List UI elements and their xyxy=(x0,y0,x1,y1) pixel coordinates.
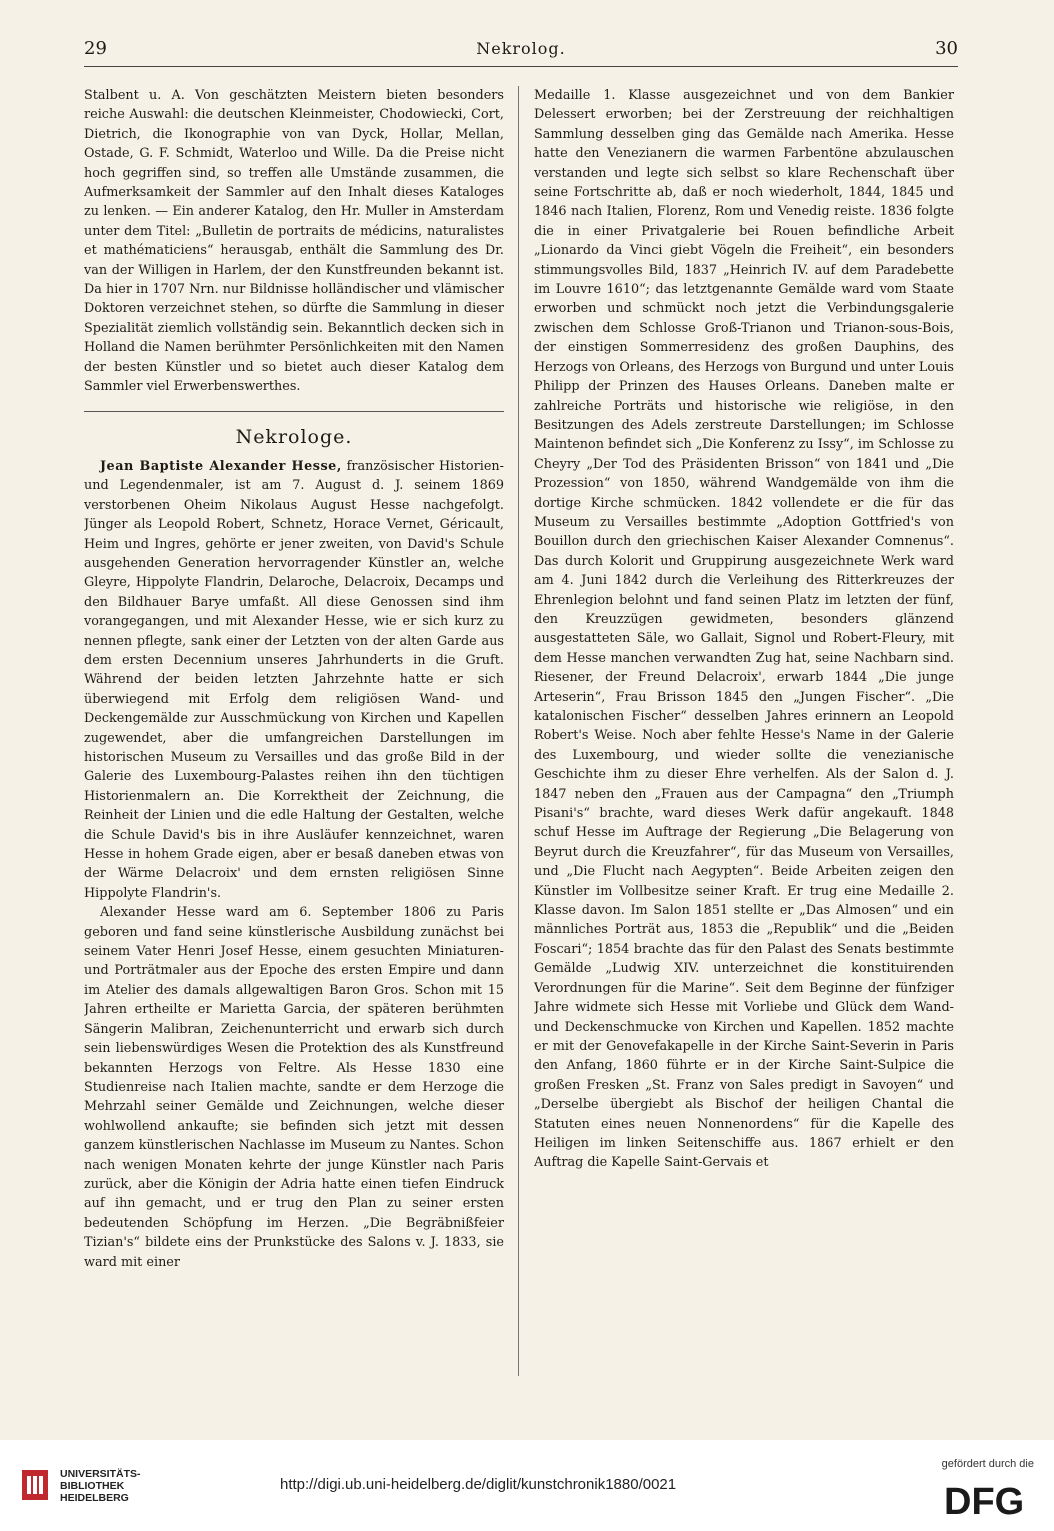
university-library-logo-icon xyxy=(20,1468,50,1502)
library-name: UNIVERSITÄTS- BIBLIOTHEK HEIDELBERG xyxy=(60,1468,141,1504)
page-number-left: 29 xyxy=(84,37,107,59)
column-divider xyxy=(518,86,519,1376)
footer-bar xyxy=(0,1440,1054,1531)
funded-by-label: gefördert durch die xyxy=(941,1458,1034,1470)
catalog-paragraph: Stalbent u. A. Von geschätzten Meistern bieten besonders reiche Auswahl: die deutschen Kleinmeister, Chodowiecki, Cort, Dietrich, die Ikonographie von van Dyck, Hollar, Mellan, Ostade, G. F. Schmidt, Waterloo und Wille. Da die Preise nicht hoch gegriffen sind, so treffen alle Umstände zusammen, die Aufmerksamkeit der Sammler auf den Inhalt dieses Kataloges zu lenken. — Ein anderer Katalog, den Hr. Muller in Amsterdam unter dem Titel: „Bulletin de portraits de médicins, naturalistes et mathématiciens“ herausgab, enthält die Sammlung des Dr. van der Willigen in Harlem, der den Kunstfreunden bekannt ist. Da hier in 1707 Nrn. nur Bildnisse holländischer und vlämischer Doktoren verzeichnet stehen, so dürfte die Sammlung in dieser Spezialität ziemlich vollständig sein. Bekanntlich decken sich in Holland die Namen berühmter Persönlichkeiten mit den Namen der besten Künstler und so bietet auch dieser Katalog dem Sammler viel Erwerbenswerthes. xyxy=(84,88,504,395)
svg-text:DFG: DFG xyxy=(944,1481,1025,1518)
section-title: Nekrologe. xyxy=(235,425,353,448)
source-url[interactable]: http://digi.ub.uni-heidelberg.de/diglit/kunstchronik1880/0021 xyxy=(280,1476,677,1493)
obituary-paragraph-2: Alexander Hesse ward am 6. September 1806 zu Paris geboren und fand seine künstlerische Ausbildung zunächst bei seinem Vater Henri Josef Hesse, einem gesuchten Miniaturen- und Porträtmaler aus der Epoche des ersten Empire und dann im Atelier des damals allgewaltigen Baron Gros. Schon mit 15 Jahren ertheilte er Marietta Garcia, der späteren berühmten Sängerin Malibran, Zeichenunterricht und erwarb sich durch sein liebenswürdiges Wesen die Protektion des als Kunstfreund bekannten Herzogs von Feltre. Als Hesse 1830 eine Studienreise nach Italien machte, sandte er dem Herzoge die Mehrzahl seiner Gemälde und Zeichnungen, welche dieser wohlwollend ankaufte; sie befinden sich jetzt mit dessen ganzem künstlerischen Nachlasse im Museum zu Nantes. Schon nach wenigen Monaten kehrte der junge Künstler nach Paris zurück, aber die Königin der Adria hatte einen tiefen Eindruck auf ihn gemacht, und er trug den Plan zu seiner ersten bedeutenden Schöpfung im Herzen. „Die Begräbnißfeier Tizian's“ bildete eins der Prunkstücke des Salons v. J. 1833, sie ward mit einer xyxy=(84,905,504,1270)
obituary-continuation: Medaille 1. Klasse ausgezeichnet und von dem Bankier Delessert erworben; bei der Zerstreuung der reichhaltigen Sammlung desselben ging das Gemälde nach Amerika. Hesse hatte den Venezianern die warmen Farbentöne abzulauschen verstanden und legte sich selbst so klare Rechenschaft über seine Fortschritte ab, daß er noch wiederholt, 1844, 1845 und 1846 nach Italien, Florenz, Rom und Venedig reiste. 1836 folgte die in einer Privatgalerie bei Rouen befindliche Arbeit „Lionardo da Vinci giebt Vögeln die Freiheit“, ein besonders stimmungsvolles Bild, 1837 „Heinrich IV. auf dem Paradebette im Louvre 1610“; das letztgenannte Gemälde ward vom Staate erworben und schmückt noch jetzt die Verbindungsgalerie zwischen dem Schlosse Groß-Trianon und Trianon-sous-Bois, der einstigen Sommerresidenz des großen Dauphins, des Herzogs von Orleans, des Herzogs von Burgund und unter Louis Philipp der Prinzen des Hauses Orleans. Daneben malte er zahlreiche Porträts und historische wie religiöse, in den Besitzungen des Adels zerstreute Darstellungen; im Schlosse Maintenon befindet sich „Die Konferenz zu Issy“, im Schlosse zu Cheyry „Der Tod des Präsidenten Brisson“ von 1841 und „Die Prozession“ von 1850, während Wandgemälde von ihm die dortige Kirche schmücken. 1842 vollendete er die für das Museum zu Versailles bestimmte „Adoption Gottfried's von Bouillon durch den griechischen Kaiser Alexander Comnenus“. Das durch Kolorit und Gruppirung ausgezeichnete Werk ward am 4. Juni 1842 durch die Verleihung des Ritterkreuzes der Ehrenlegion belohnt und fand seinen Platz im letzten der fünf, den Kreuzzügen gewidmeten, besonders glänzend ausgestatteten Säle, wo Gallait, Signol und Robert-Fleury, mit dem Hesse manchen verwandten Zug hat, seine Nachbarn sind. Riesener, der Freund Delacroix', erwarb 1844 „Die junge Arteserin“, Frau Brisson 1845 den „Jungen Fischer“. „Die katalonischen Fischer“ desselben Jahres erinnern an Leopold Robert's Weise. Noch aber fehlte Hesse's Name in der Galerie des Luxembourg, und wieder sollte die venezianische Geschichte ihm zu dieser Ehre verhelfen. Als der Salon d. J. 1847 neben den „Frauen aus der Campagna“ den „Triumph Pisani's“ brachte, ward dieses Werk dafür angekauft. 1848 schuf Hesse im Auftrage der Regierung „Die Belagerung von Beyrut durch die Kreuzfahrer“, für das Museum von Versailles, und „Die Flucht nach Aegypten“. Beide Arbeiten zeigen den Künstler im Vollbesitze seiner Kraft. Er trug eine Medaille 2. Klasse davon. Im Salon 1851 stellte er „Das Almosen“ und ein männliches Porträt aus, 1853 die „Republik“ und die „Beiden Foscari“; 1854 brachte das für den Palast des Senats bestimmte Gemälde „Ludwig XIV. unterzeichnet die konstituirenden Verordnungen für die Marine“. Seit dem Beginne der fünfziger Jahre widmete sich Hesse mit Vorliebe und Glück dem Wand- und Deckenschmucke von Kirchen und Kapellen. 1852 machte er mit der Genovefakapelle in der Kirche Saint-Severin in Paris den Anfang, 1860 führte er in der Kirche Saint-Sulpice die großen Fresken „St. Franz von Sales predigt in Savoyen“ und „Derselbe übergiebt als Bischof der heiligen Chantal die Statuten eines neuen Nonnenordens“ für die Kapelle des Heiligen im linken Seitenschiffe aus. 1867 erhielt er den Auftrag die Kapelle Saint-Gervais et xyxy=(534,88,954,1171)
right-column xyxy=(534,86,954,1376)
left-column xyxy=(84,86,504,1376)
running-title: Nekrolog. xyxy=(476,38,566,58)
obituary-text-1: französischer Historien- und Legendenmaler, ist am 7. August d. J. seinem 1869 verstorbenen Oheim Nikolaus August Hesse nachgefolgt. Jünger als Leopold Robert, Schnetz, Horace Vernet, Géricault, Heim und Ingres, gehörte er jener zweiten, von David's Schule ausgehenden Generation hervorragender Künstler an, welche Gleyre, Hippolyte Flandrin, Delaroche, Delacroix, Decamps und den Bildhauer Barye umfaßt. All diese Genossen sind ihm vorangegangen, und mit Alexander Hesse, wie er sich kurz zu nennen pflegte, sank einer der Letzten von der alten Garde aus dem ersten Decennium unseres Jahrhunderts in die Gruft. Während der beiden letzten Jahrzehnte hatte er sich überwiegend mit Erfolg dem religiösen Wand- und Deckengemälde zur Ausschmückung von Kirchen und Kapellen zugewendet, aber die umfangreichen Darstellungen im historischen Museum zu Versailles und das große Bild in der Galerie des Luxembourg-Palastes reihen ihn den tüchtigen Historienmalern an. Die Korrektheit der Zeichnung, die Reinheit der Linien und die edle Haltung der Gestalten, welche die Schule David's bis in ihre Ausläufer kennzeichnet, waren Hesse in hohem Grade eigen, aber er besaß daneben etwas von der Wärme Delacroix' und dem ernsten religiösen Sinne Hippolyte Flandrin's. xyxy=(84,458,504,901)
dfg-logo-icon xyxy=(942,1480,1038,1518)
obituary-paragraph-1 xyxy=(84,457,504,903)
section-rule xyxy=(84,411,504,412)
header-rule xyxy=(84,66,958,67)
running-header xyxy=(84,32,958,64)
obituary-name: Jean Baptiste Alexander Hesse, xyxy=(100,458,342,474)
page-number-right: 30 xyxy=(935,37,958,59)
